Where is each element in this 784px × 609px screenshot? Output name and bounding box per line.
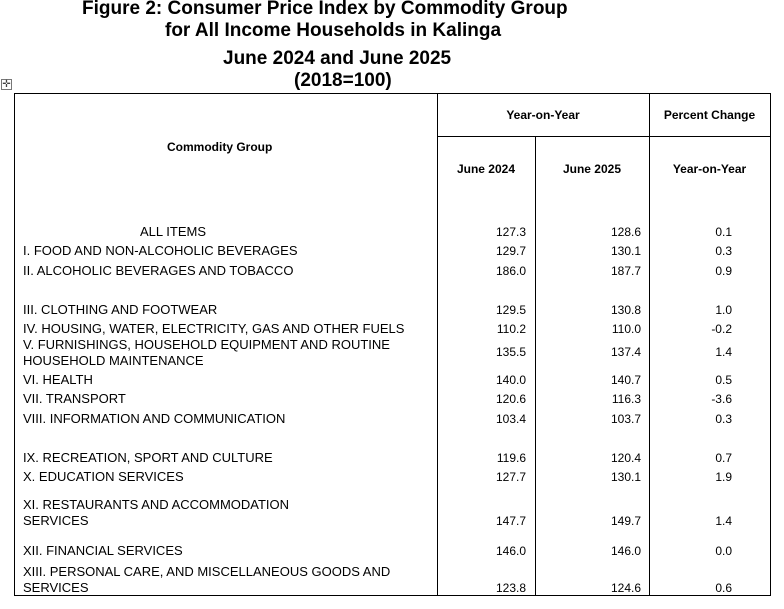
value-june-2025: 110.0 bbox=[611, 322, 641, 336]
value-june-2024: 103.4 bbox=[495, 412, 526, 426]
value-june-2024: 127.7 bbox=[495, 470, 526, 484]
value-june-2025: 140.7 bbox=[610, 373, 641, 387]
row-label: XII. FINANCIAL SERVICES bbox=[23, 543, 183, 558]
value-change: 0.0 bbox=[715, 544, 732, 558]
value-june-2024: 129.5 bbox=[495, 303, 526, 317]
row-label: III. CLOTHING AND FOOTWEAR bbox=[23, 302, 218, 317]
row-label: XI. RESTAURANTS AND ACCOMMODATION SERVICES bbox=[23, 497, 290, 528]
value-june-2025: 130.8 bbox=[610, 303, 641, 317]
value-june-2025: 120.4 bbox=[610, 451, 641, 465]
value-change: 0.6 bbox=[715, 581, 732, 595]
value-june-2024: 120.6 bbox=[495, 392, 526, 406]
row-label: IX. RECREATION, SPORT AND CULTURE bbox=[23, 450, 273, 465]
value-change: 1.4 bbox=[715, 345, 732, 359]
row-label: VIII. INFORMATION AND COMMUNICATION bbox=[23, 411, 286, 426]
figure-base-year: (2018=100) bbox=[294, 70, 392, 91]
header-june-2025: June 2025 bbox=[562, 162, 622, 176]
header-percent-change: Percent Change bbox=[663, 108, 756, 122]
value-june-2024: 140.0 bbox=[495, 373, 526, 387]
value-june-2025: 137.4 bbox=[610, 345, 641, 359]
value-change: 1.0 bbox=[715, 303, 732, 317]
value-june-2025: 124.6 bbox=[610, 581, 641, 595]
header-june-2024: June 2024 bbox=[456, 162, 516, 176]
value-june-2025: 130.1 bbox=[610, 470, 641, 484]
header-divider bbox=[437, 136, 770, 137]
value-june-2024: 127.3 bbox=[495, 225, 526, 239]
table-top-border bbox=[14, 93, 771, 94]
value-change: 0.9 bbox=[715, 264, 732, 278]
row-label: VI. HEALTH bbox=[23, 372, 93, 387]
value-change: 0.5 bbox=[715, 373, 732, 387]
col-divider-2 bbox=[535, 136, 536, 596]
value-june-2025: 130.1 bbox=[610, 244, 641, 258]
header-commodity-group: Commodity Group bbox=[167, 140, 273, 154]
value-change: 0.3 bbox=[715, 412, 732, 426]
value-change: 1.4 bbox=[715, 514, 732, 528]
value-june-2025: 103.7 bbox=[610, 412, 641, 426]
value-june-2024: 186.0 bbox=[495, 264, 526, 278]
value-june-2025: 187.7 bbox=[610, 264, 641, 278]
value-june-2025: 116.3 bbox=[611, 392, 641, 406]
value-change: 0.1 bbox=[715, 225, 732, 239]
value-june-2024: 119.6 bbox=[496, 451, 526, 465]
row-label: X. EDUCATION SERVICES bbox=[23, 469, 184, 484]
row-label: V. FURNISHINGS, HOUSEHOLD EQUIPMENT AND ROUTINE HOUSEHOLD MAINTENANCE bbox=[23, 337, 390, 368]
value-change: -0.2 bbox=[711, 322, 732, 336]
row-label: IV. HOUSING, WATER, ELECTRICITY, GAS AND OTHER FUELS bbox=[23, 321, 405, 336]
row-label: XIII. PERSONAL CARE, AND MISCELLANEOUS GOODS AND SERVICES bbox=[23, 564, 391, 595]
value-change: 1.9 bbox=[715, 470, 732, 484]
value-june-2024: 123.8 bbox=[495, 581, 526, 595]
figure-title: Figure 2: Consumer Price Index by Commodity Group bbox=[82, 0, 568, 19]
value-june-2024: 135.5 bbox=[495, 345, 526, 359]
figure-subtitle: for All Income Households in Kalinga bbox=[165, 20, 502, 41]
value-change: 0.3 bbox=[715, 244, 732, 258]
row-label: VII. TRANSPORT bbox=[23, 391, 126, 406]
row-label: II. ALCOHOLIC BEVERAGES AND TOBACCO bbox=[23, 263, 294, 278]
value-june-2025: 146.0 bbox=[610, 544, 641, 558]
value-june-2025: 149.7 bbox=[610, 514, 641, 528]
value-june-2024: 110.2 bbox=[496, 322, 526, 336]
table-left-border bbox=[14, 93, 15, 596]
table-right-border bbox=[770, 93, 771, 596]
row-label: ALL ITEMS bbox=[140, 224, 206, 239]
header-pc-year-on-year: Year-on-Year bbox=[672, 162, 747, 176]
value-june-2025: 128.6 bbox=[610, 225, 641, 239]
value-june-2024: 147.7 bbox=[495, 514, 526, 528]
value-june-2024: 129.7 bbox=[495, 244, 526, 258]
figure-period: June 2024 and June 2025 bbox=[223, 48, 452, 69]
row-label: I. FOOD AND NON-ALCOHOLIC BEVERAGES bbox=[23, 243, 298, 258]
header-year-on-year: Year-on-Year bbox=[506, 108, 580, 122]
value-change: 0.7 bbox=[715, 451, 732, 465]
value-june-2024: 146.0 bbox=[495, 544, 526, 558]
value-change: -3.6 bbox=[711, 392, 732, 406]
table-move-handle-icon[interactable]: ✛ bbox=[2, 79, 11, 90]
